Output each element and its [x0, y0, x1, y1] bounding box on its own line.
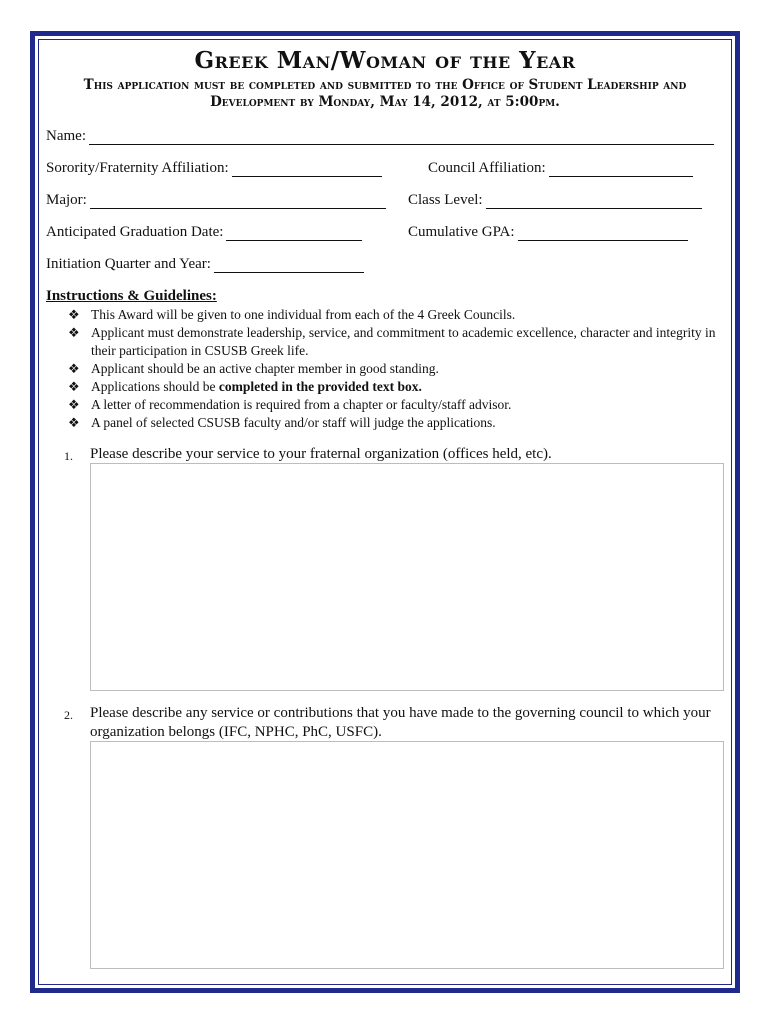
graduation-label: Anticipated Graduation Date:	[46, 224, 224, 240]
question-number: 1.	[64, 449, 73, 463]
form-title: Greek Man/Woman of the Year	[194, 47, 576, 74]
answer-box-2[interactable]	[90, 741, 724, 969]
initiation-field	[46, 256, 364, 273]
list-item: ❖ Applications should be completed in the provided text box.	[68, 379, 422, 394]
class-level-field	[408, 192, 702, 209]
diamond-bullet-icon: ❖	[68, 415, 80, 430]
graduation-field	[46, 224, 362, 241]
council-label: Council Affiliation:	[428, 160, 546, 176]
answer-box-1[interactable]	[90, 463, 724, 691]
list-item: ❖ Applicant must demonstrate leadership, service, and commitment to academic excellence, character and integrity in their participation in CSUSB Greek life.	[68, 325, 716, 358]
name-input-line[interactable]	[89, 130, 714, 145]
gpa-label: Cumulative GPA:	[408, 224, 515, 240]
list-item: ❖ This Award will be given to one individual from each of the 4 Greek Councils.	[68, 307, 516, 322]
form-subtitle: This application must be completed and submitted to the Office of Student Leadership and Development by Monday, May 14, 2012, at 5:00pm.	[83, 77, 687, 110]
question-text: Please describe any service or contributions that you have made to the governing council to which your organization belongs (IFC, NPHC, PhC, USFC).	[90, 705, 711, 740]
council-input-line[interactable]	[549, 162, 693, 177]
major-input-line[interactable]	[90, 194, 386, 209]
name-field	[46, 128, 714, 145]
major-label: Major:	[46, 192, 87, 208]
guidelines-list	[68, 306, 728, 432]
gpa-input-line[interactable]	[518, 226, 688, 241]
list-item: ❖ A letter of recommendation is required from a chapter or faculty/staff advisor.	[68, 397, 512, 412]
diamond-bullet-icon: ❖	[68, 397, 80, 412]
graduation-input-line[interactable]	[226, 226, 362, 241]
question-number: 2.	[64, 708, 73, 722]
instructions-heading: Instructions & Guidelines:	[46, 288, 217, 304]
class-level-input-line[interactable]	[486, 194, 702, 209]
major-field	[46, 192, 386, 209]
initiation-label: Initiation Quarter and Year:	[46, 256, 211, 272]
list-item: ❖ Applicant should be an active chapter member in good standing.	[68, 361, 439, 376]
affiliation-field	[46, 160, 382, 177]
diamond-bullet-icon: ❖	[68, 361, 80, 376]
affiliation-label: Sorority/Fraternity Affiliation:	[46, 160, 229, 176]
initiation-input-line[interactable]	[214, 258, 364, 273]
question-2	[64, 704, 724, 742]
diamond-bullet-icon: ❖	[68, 379, 80, 394]
list-item: ❖ A panel of selected CSUSB faculty and/or staff will judge the applications.	[68, 415, 496, 430]
diamond-bullet-icon: ❖	[68, 307, 80, 322]
gpa-field	[408, 224, 688, 241]
affiliation-input-line[interactable]	[232, 162, 382, 177]
name-label: Name:	[46, 128, 86, 144]
council-field	[428, 160, 693, 177]
emphasis-text: completed in the provided text box.	[218, 379, 422, 394]
class-level-label: Class Level:	[408, 192, 483, 208]
question-text: Please describe your service to your fraternal organization (offices held, etc).	[90, 446, 552, 462]
diamond-bullet-icon: ❖	[68, 325, 80, 340]
